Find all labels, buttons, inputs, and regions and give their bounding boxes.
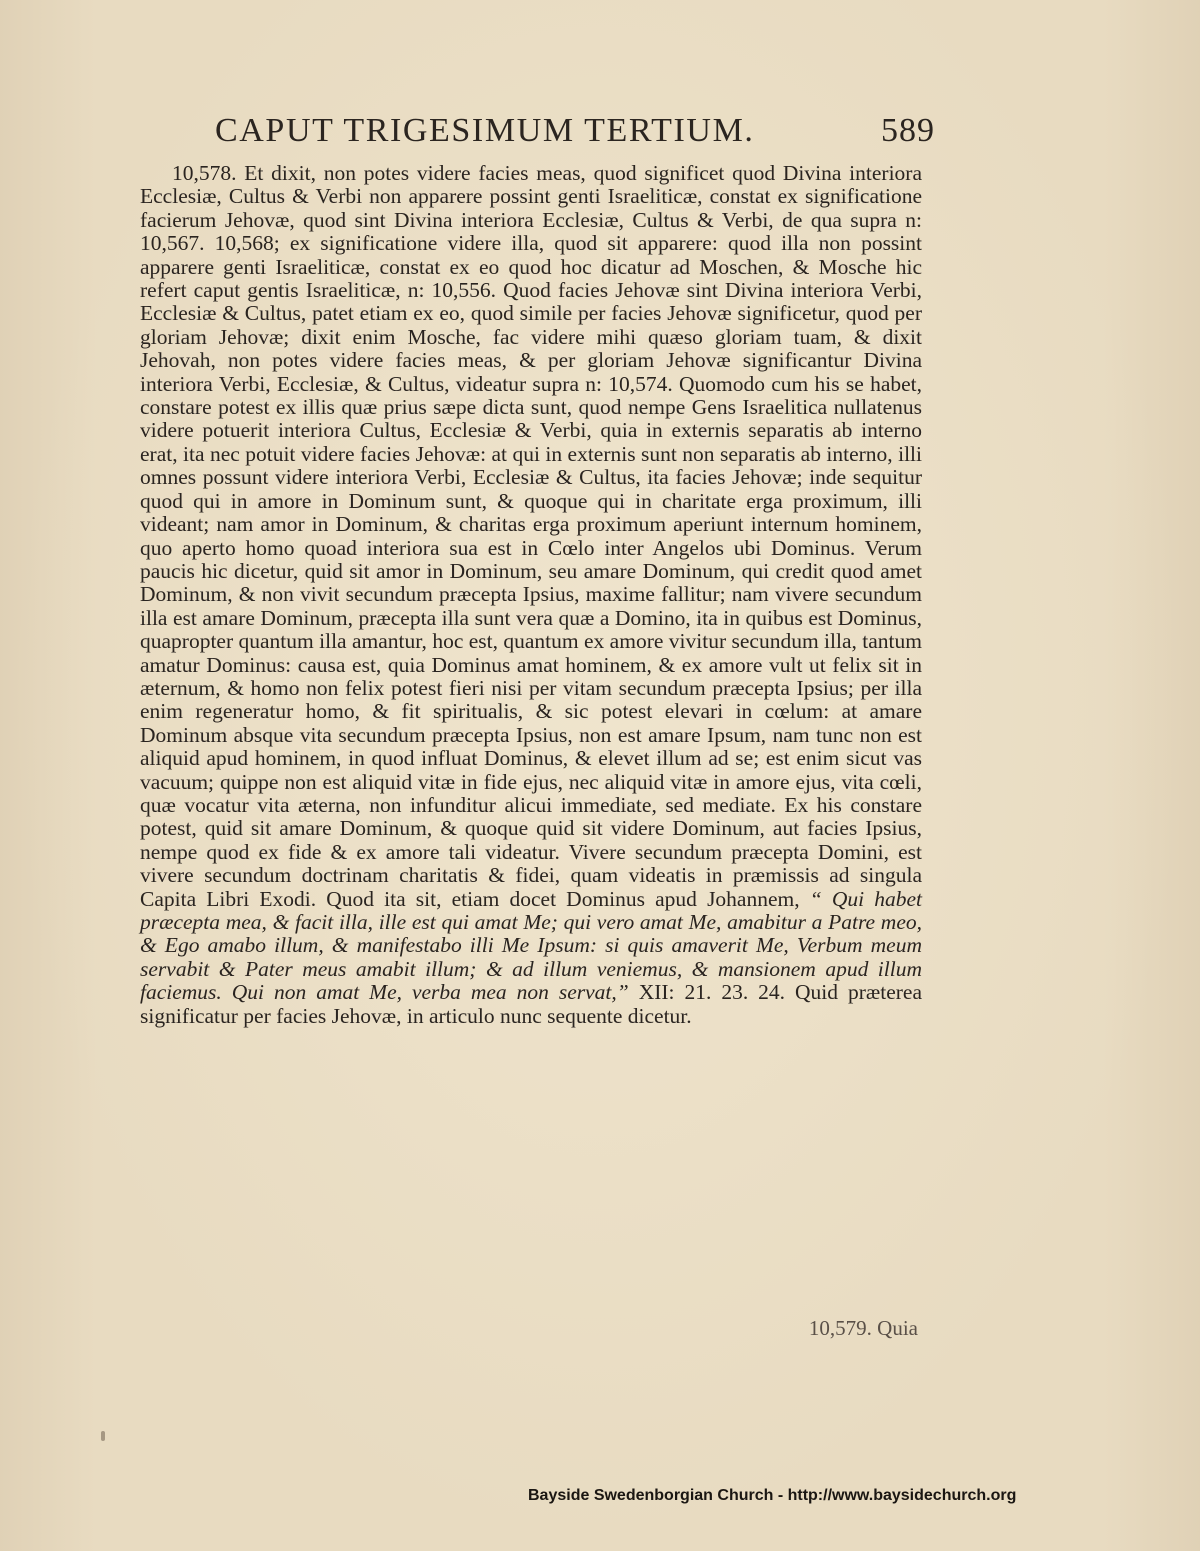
body-text xyxy=(140,162,922,1028)
scripture-reference: XII: 21. 23. 24. xyxy=(628,980,796,1005)
page-number: 589 xyxy=(881,112,935,149)
catchword: 10,579. Quia xyxy=(808,1316,918,1340)
paragraph-main-text: 10,578. Et dixit, non potes videre facies meas, quod significet quod Divina interiora Ecclesiæ, Cultus & Verbi non apparere possint genti Israeliticæ, constat ex significatione facierum Jehovæ, quod sint Divina interiora Ecclesiæ, Cultus & Verbi, de qua supra n: 10,567. 10,568; ex significatione videre illa, quod sit apparere: quod illa non possint apparere genti Israeliticæ, constat ex eo quod hoc dicatur ad Moschen, & Mosche hic refert caput gentis Israeliticæ, n: 10,556. Quod facies Jehovæ sint Divina interiora Verbi, Ecclesiæ & Cultus, patet etiam ex eo, quod simile per facies Jehovæ significetur, quod per gloriam Jehovæ; dixit enim Mosche, fac videre mihi quæso gloriam tuam, & dixit Jehovah, non potes videre facies meas, & per gloriam Jehovæ significantur Divina interiora Verbi, Ecclesiæ, & Cultus, videatur supra n: 10,574. Quomodo cum his se habet, constare potest ex illis quæ prius sæpe dicta sunt, quod nempe Gens Israelitica nullatenus videre potuerit interiora Cultus, Ecclesiæ & Verbi, quia in externis separatis ab interno erat, ita nec potuit videre facies Jehovæ: at qui in externis sunt non separatis ab interno, illi omnes possunt videre interiora Verbi, Ecclesiæ & Cultus, ita facies Jehovæ; inde sequitur quod qui in amore in Dominum sunt, & quoque qui in charitate erga proximum, illi videant; nam amor in Dominum, & charitas erga proximum aperiunt internum hominem, quo aperto homo quoad interiora sua est in Cœlo inter Angelos ubi Dominus. Verum paucis hic dicetur, quid sit amor in Dominum, seu amare Dominum, qui credit quod amet Dominum, & non vivit secundum præcepta Ipsius, maxime fallitur; nam vivere secundum illa est amare Dominum, præcepta illa sunt vera quæ a Domino, ita in quibus est Dominus, quapropter quantum illa amantur, hoc est, quantum ex amore vivitur secundum illa, tantum amatur Dominus: causa est, quia Dominus amat hominem, & ex amore vult ut felix sit in æternum, & homo non felix potest fieri nisi per vitam secundum præcepta Ipsius; per illa enim regeneratur homo, & fit spiritualis, & sic potest elevari in cœlum: at amare Dominum absque vita secundum præcepta Ipsius, non est amare Ipsum, nam tunc non est aliquid apud hominem, in quod influat Dominus, & elevet illum ad se; est enim sicut vas vacuum; quippe non est aliquid vitæ in fide ejus, nec aliquid vitæ in amore ejus, vita cœli, quæ vocatur vita æterna, non infunditur alicui immediate, sed mediate. Ex his constare potest, quid sit amare Dominum, & quoque quid sit videre Dominum, aut facies Ipsius, nempe quod ex fide & ex amore tali videatur. Vivere secundum præcepta Domini, est vivere secundum doctrinam charitatis & fidei, quam videatis in præmissis ad singula Capita Libri Exodi. Quod ita sit, etiam docet Dominus apud Johannem, xyxy=(140,161,922,911)
paragraph-closing-text: Quid præterea significatur per facies Jehovæ, in articulo nunc sequente dicetur. xyxy=(140,980,923,1028)
footer-credit: Bayside Swedenborgian Church - http://www.baysidechurch.org xyxy=(528,1487,1017,1504)
scripture-quote: “ Qui habet præcepta mea, & facit illa, ille est qui amat Me; qui vero amat Me, amabitur a Patre meo, & Ego amabo illum, & manifestabo illi Me Ipsum: si quis amaverit Me, Verbum meum servabit & Pater meus amabit illum; & ad illum veniemus, & mansionem apud illum faciemus. Qui non amat Me, verba mea non servat,” xyxy=(140,886,923,1005)
running-title: CAPUT TRIGESIMUM TERTIUM. xyxy=(215,112,755,149)
page-header xyxy=(215,112,935,158)
paragraph-10578 xyxy=(140,162,922,1028)
page-speck xyxy=(101,1431,105,1441)
